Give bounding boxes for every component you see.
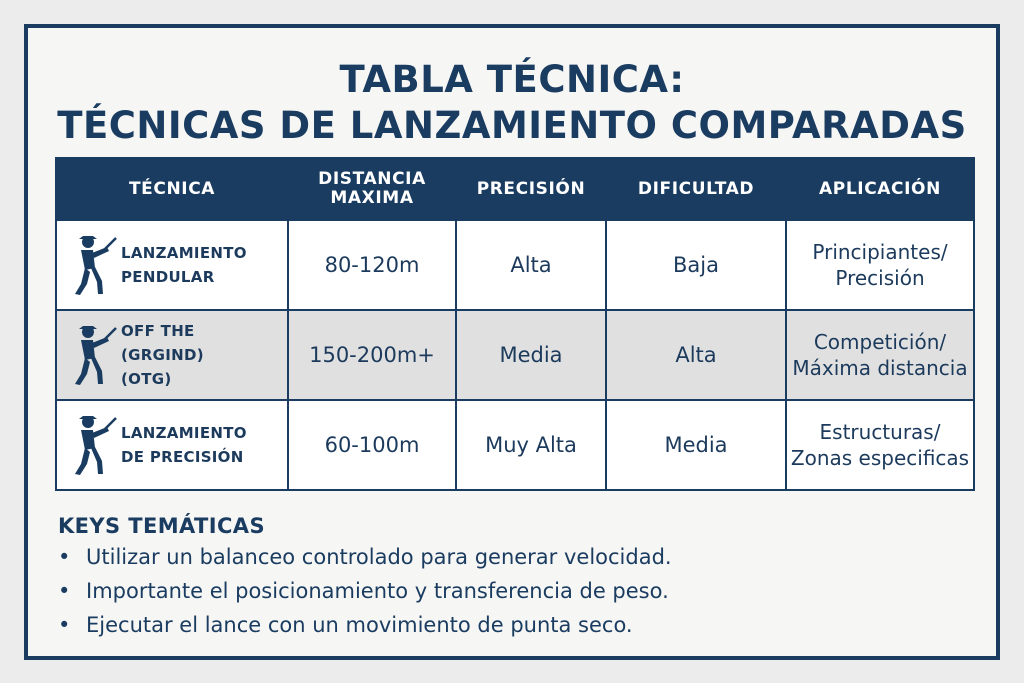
difficulty-cell: Alta [606, 310, 786, 400]
technique-cell: LANZAMIENTO DE PRECISIÓN [56, 400, 288, 490]
technique-cell: LANZAMIENTO PENDULAR [56, 220, 288, 310]
list-item: • Importante el posicionamiento y transferencia de peso. [58, 574, 672, 608]
difficulty-cell: Baja [606, 220, 786, 310]
bullet-icon: • [58, 579, 71, 603]
application-cell: Estructuras/ Zonas especificas [786, 400, 974, 490]
application-cell: Competición/ Máxima distancia [786, 310, 974, 400]
header-dificultad: DIFICULTAD [606, 158, 786, 220]
header-precision: PRECISIÓN [456, 158, 606, 220]
caster-figure-icon [67, 324, 117, 386]
precision-cell: Muy Alta [456, 400, 606, 490]
distance-cell: 60-100m [288, 400, 456, 490]
header-distancia: DISTANCIA MAXIMA [288, 158, 456, 220]
table-row [56, 310, 974, 400]
bullet-icon: • [58, 613, 71, 637]
keys-heading: KEYS TEMÁTICAS [58, 514, 265, 538]
difficulty-cell: Media [606, 400, 786, 490]
title-line-1: TABLA TÉCNICA: [339, 58, 685, 101]
technique-table [55, 157, 975, 491]
precision-cell: Media [456, 310, 606, 400]
list-item: • Utilizar un balanceo controlado para generar velocidad. [58, 540, 672, 574]
header-aplicacion: APLICACIÓN [786, 158, 974, 220]
keys-list [58, 540, 672, 642]
caster-figure-icon [67, 234, 117, 296]
table-row [56, 400, 974, 490]
technique-cell: OFF THE (GRGIND) (OTG) [56, 310, 288, 400]
poster-frame [24, 24, 1000, 660]
application-cell: Principiantes/ Precisión [786, 220, 974, 310]
header-tecnica: TÉCNICA [56, 158, 288, 220]
distance-cell: 80-120m [288, 220, 456, 310]
list-item: • Ejecutar el lance con un movimiento de punta seco. [58, 608, 672, 642]
title-line-2: TÉCNICAS DE LANZAMIENTO COMPARADAS [57, 104, 967, 147]
caster-figure-icon [67, 414, 117, 476]
bullet-icon: • [58, 545, 71, 569]
distance-cell: 150-200m+ [288, 310, 456, 400]
precision-cell: Alta [456, 220, 606, 310]
table-row [56, 220, 974, 310]
table-header-row [56, 158, 974, 220]
